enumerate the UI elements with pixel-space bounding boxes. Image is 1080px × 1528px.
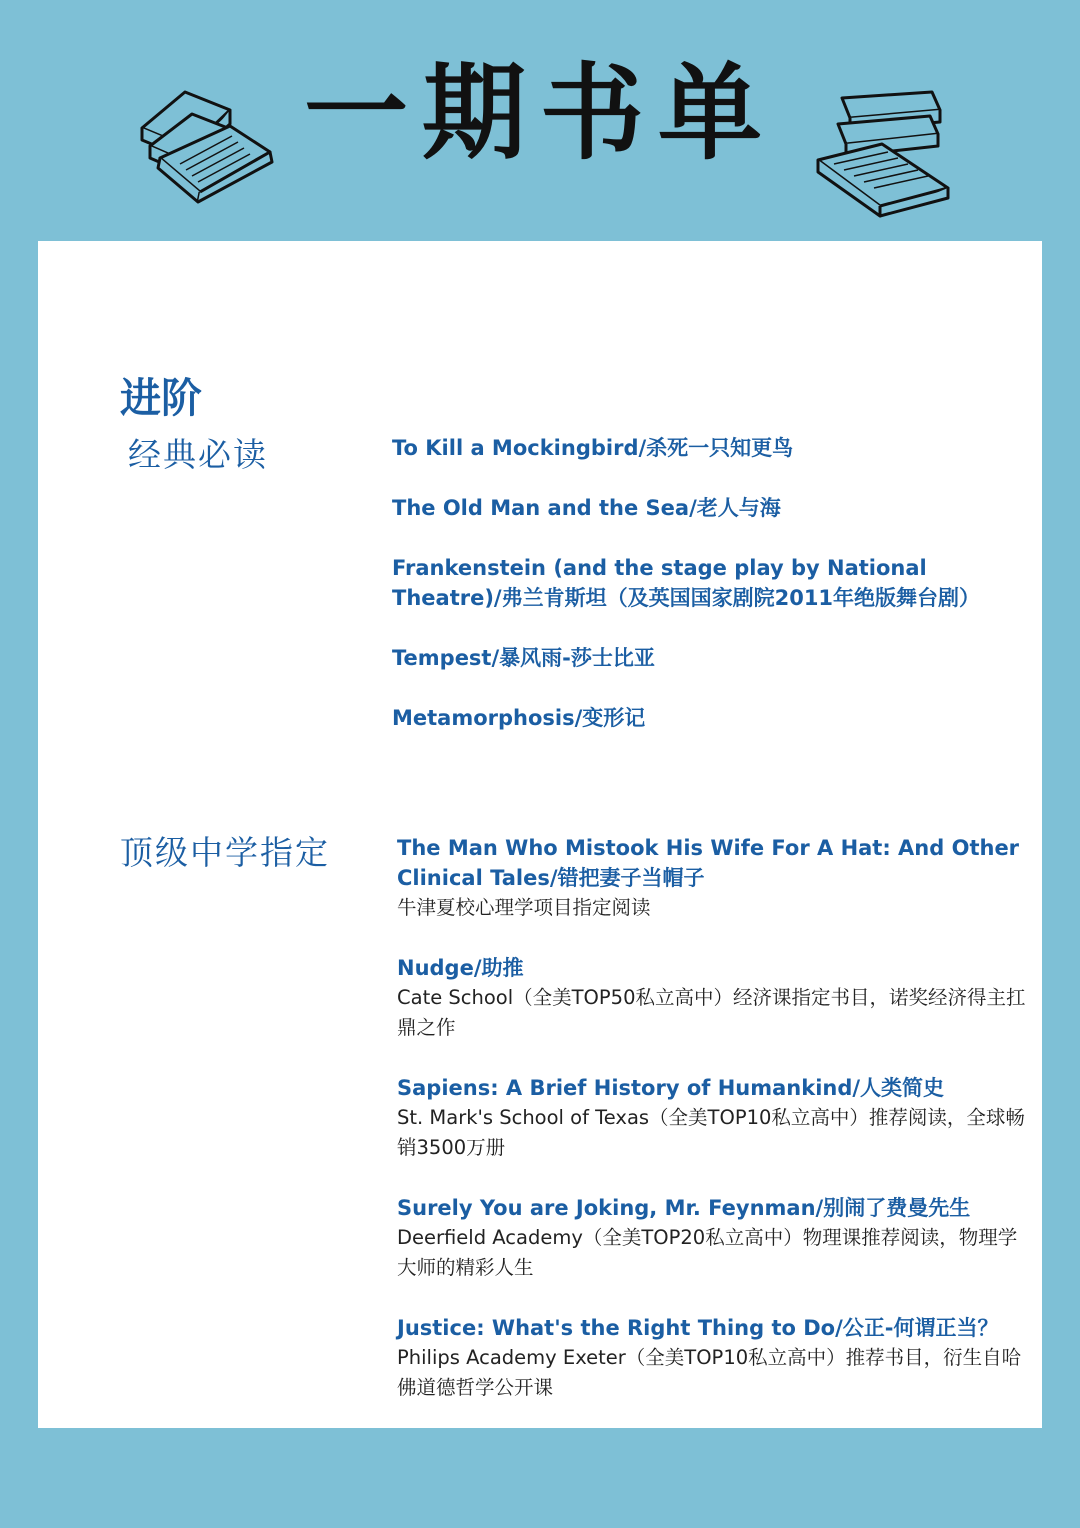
school-book-list [397,833,1027,1433]
book-title: Tempest/暴风雨-莎士比亚 [392,646,655,670]
book-description: Cate School（全美TOP50私立高中）经济课指定书目，诺奖经济得主扛鼎之作 [397,986,1026,1039]
stacked-books-open-book-icon [812,84,952,220]
category-classics-label: 经典必读 [128,435,268,474]
header [0,0,1080,240]
book-description: Deerfield Academy（全美TOP20私立高中）物理课推荐阅读，物理学大师的精彩人生 [397,1226,1018,1279]
level-heading: 进阶 [120,374,202,422]
book-title: Sapiens: A Brief History of Humankind/人类简史 [397,1076,945,1100]
book-title: To Kill a Mockingbird/杀死一只知更鸟 [392,436,794,460]
list-item [397,833,1027,923]
list-item [397,1193,1027,1283]
list-item [397,1073,1027,1163]
category-school-label: 顶级中学指定 [120,833,330,872]
book-description: St. Mark's School of Texas（全美TOP10私立高中）推荐阅读，全球畅销3500万册 [397,1106,1025,1159]
book-description: 牛津夏校心理学项目指定阅读 [397,896,651,919]
book-title: The Old Man and the Sea/老人与海 [392,496,781,520]
classics-book-list [392,433,992,763]
book-title: Nudge/助推 [397,956,524,980]
book-title: The Man Who Mistook His Wife For A Hat: And Other Clinical Tales/错把妻子当帽子 [397,836,1020,890]
list-item [397,953,1027,1043]
book-title: Frankenstein (and the stage play by National Theatre)/弗兰肯斯坦（及英国国家剧院2011年绝版舞台剧） [392,556,981,610]
book-title: Surely You are Joking, Mr. Feynman/别闹了费曼先生 [397,1196,971,1220]
content-card [38,241,1042,1428]
book-description: Philips Academy Exeter（全美TOP10私立高中）推荐书目，衍生自哈佛道德哲学公开课 [397,1346,1022,1399]
page-title: 一期书单 [303,52,776,174]
list-item [397,1313,1027,1403]
book-title: Metamorphosis/变形记 [392,706,646,730]
book-title: Justice: What's the Right Thing to Do/公正-何谓正当？ [397,1316,999,1340]
